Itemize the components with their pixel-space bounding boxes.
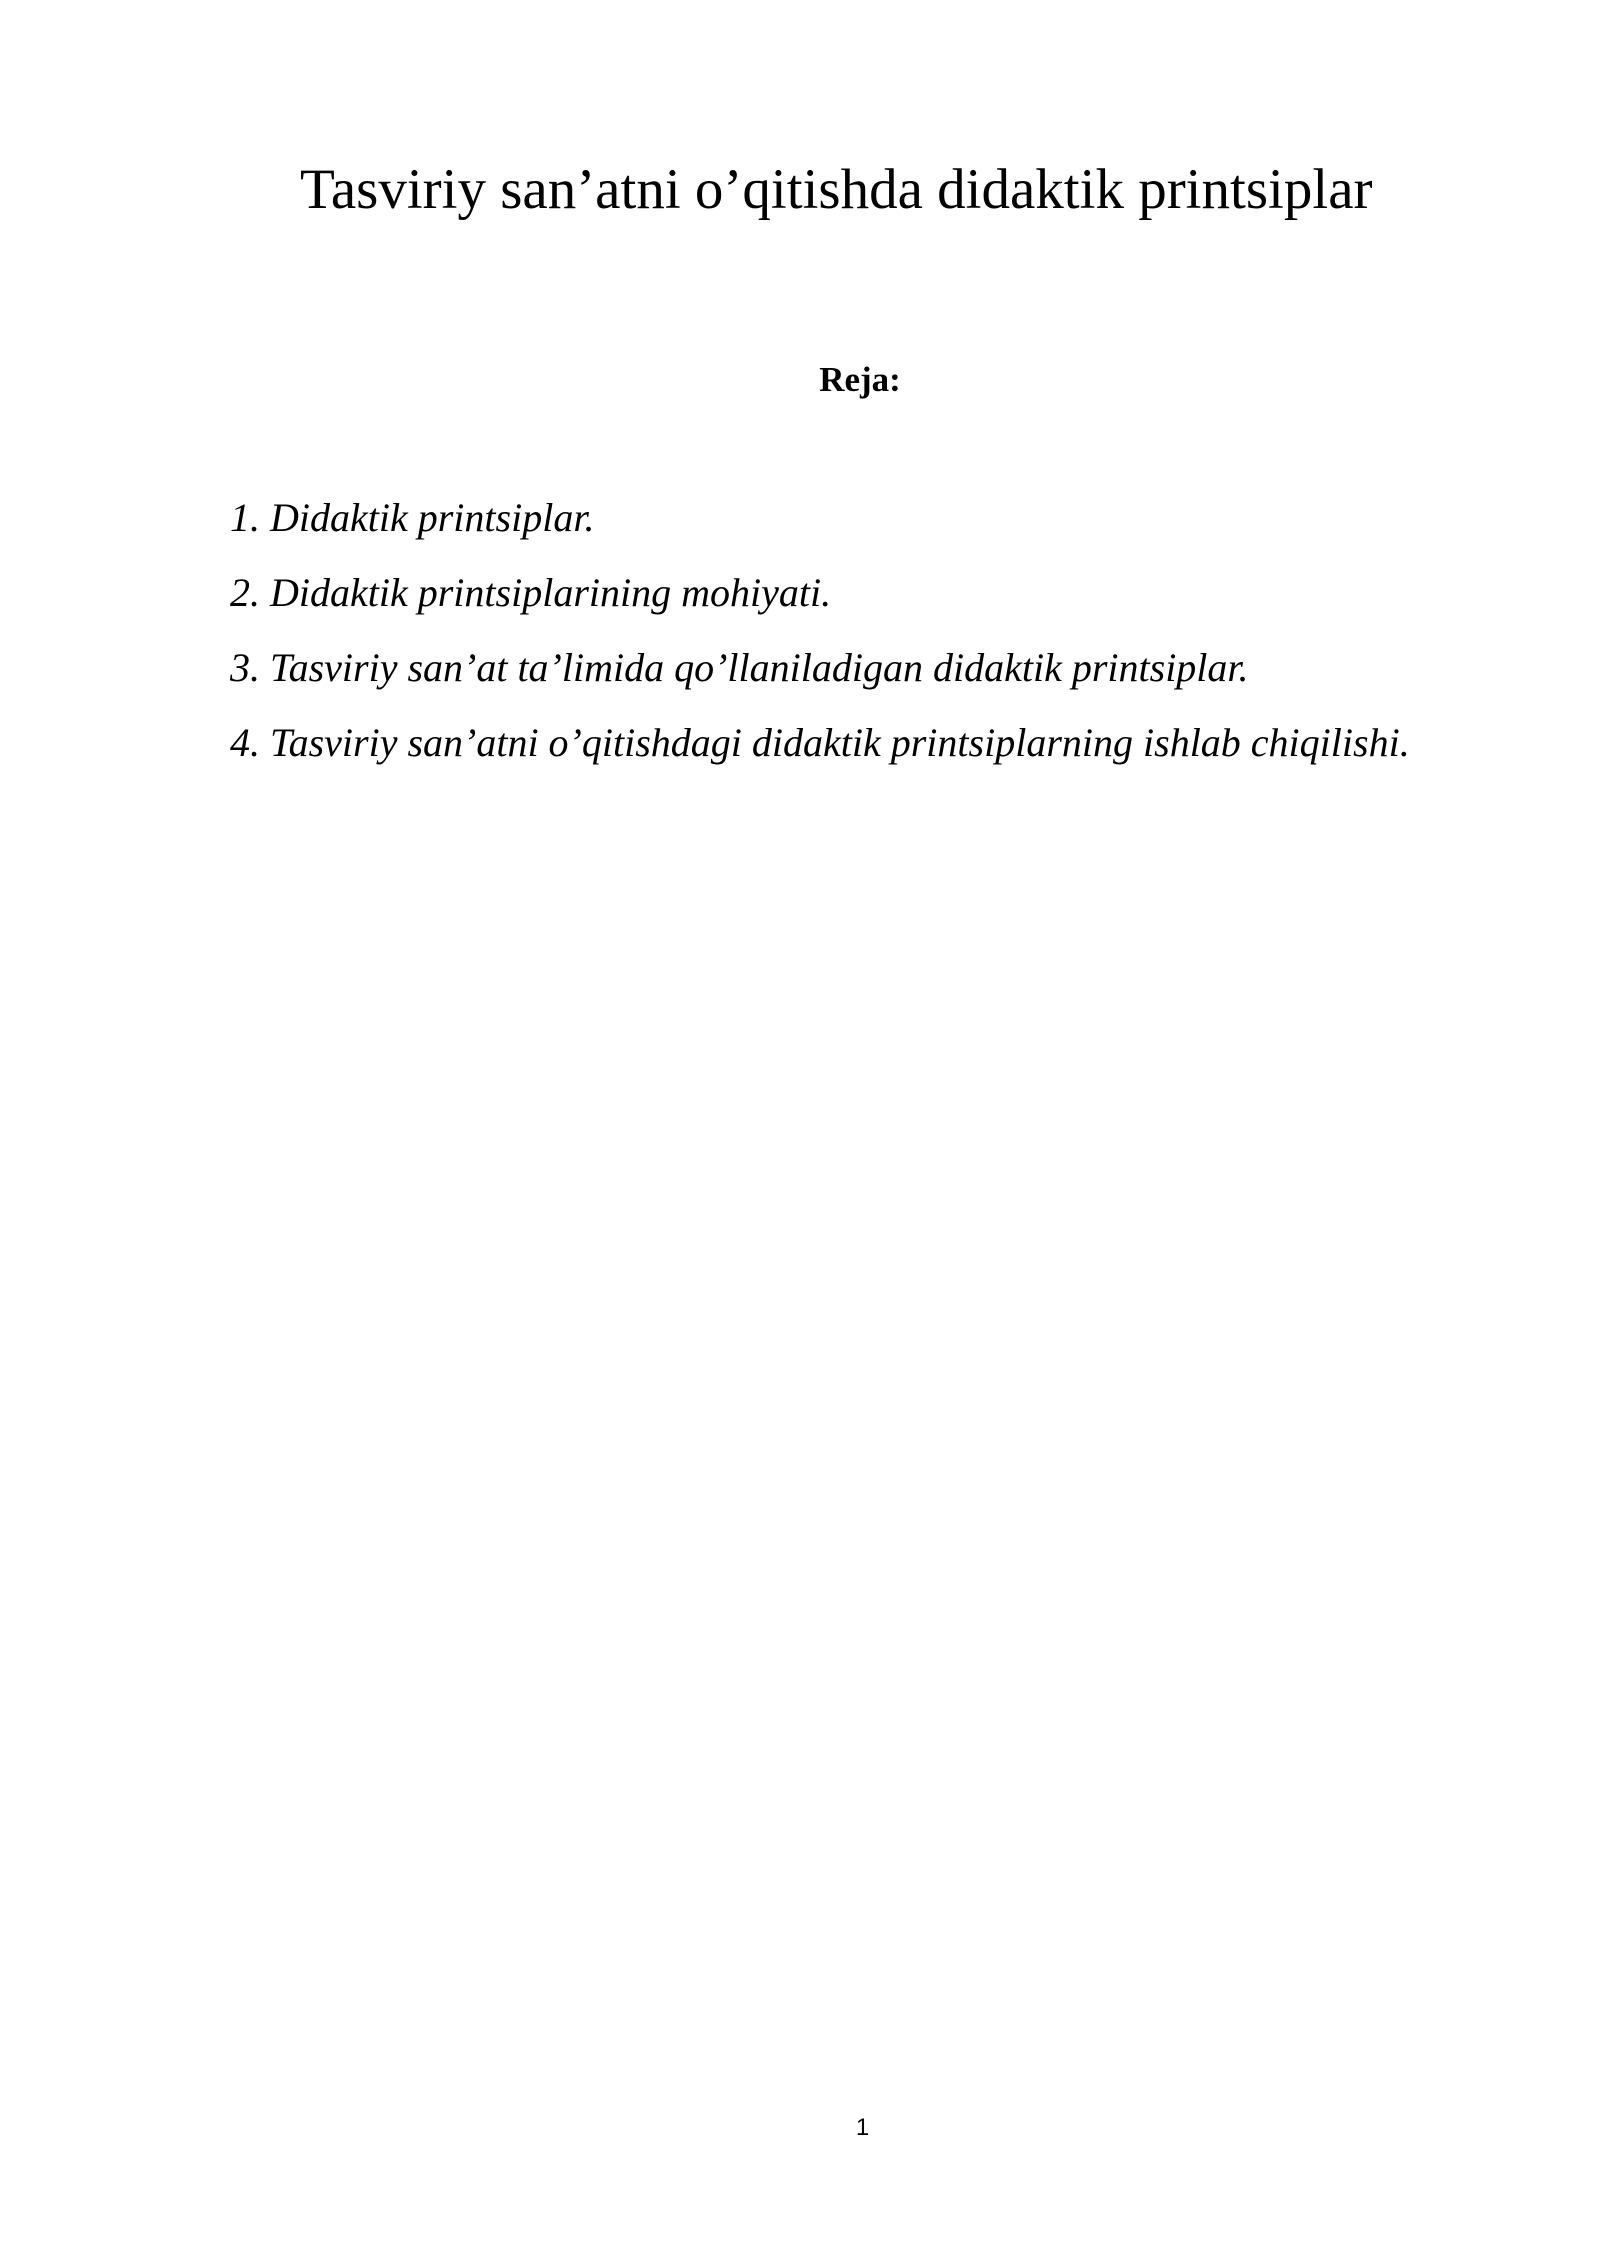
- document-title: Tasviriy san’atni o’qitishda didaktik printsiplar: [300, 158, 1373, 221]
- plan-list: [230, 480, 1410, 780]
- plan-item: 4. Tasviriy san’atni o’qitishdagi didaktik printsiplarning ishlab chiqilishi.: [230, 720, 1410, 765]
- plan-heading: Reja:: [819, 360, 901, 399]
- page-number: 1: [855, 2114, 870, 2141]
- plan-item: 1. Didaktik printsiplar.: [230, 495, 595, 540]
- plan-item: 3. Tasviriy san’at ta’limida qo’llaniladigan didaktik printsiplar.: [230, 645, 1249, 690]
- plan-item: 2. Didaktik printsiplarining mohiyati.: [230, 570, 832, 615]
